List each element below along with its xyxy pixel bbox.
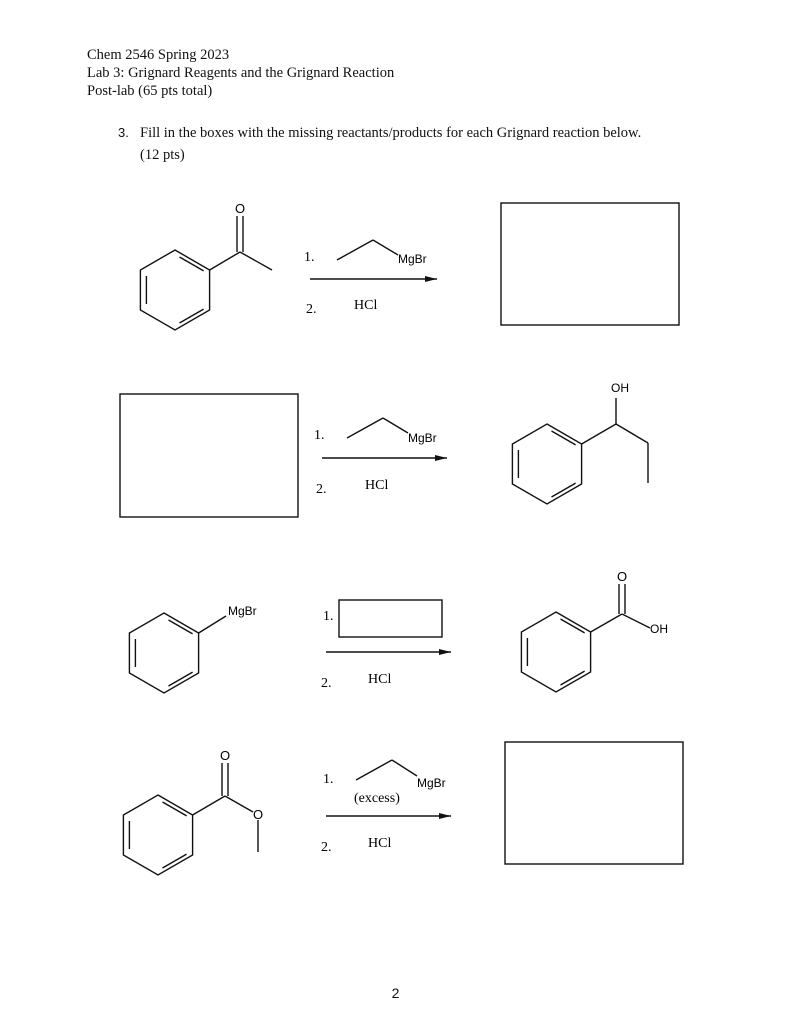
- grignard-reagent-label: MgBr: [408, 431, 437, 445]
- step-1-label: 1.: [304, 250, 315, 265]
- step-2-label: 2.: [306, 302, 317, 317]
- grignard-reagent-label: MgBr: [398, 252, 427, 266]
- acetophenone-structure: [140, 216, 272, 330]
- lab-title: Lab 3: Grignard Reagents and the Grignard Reaction: [87, 65, 395, 81]
- step-2-label: 2.: [321, 840, 332, 855]
- postlab-title: Post-lab (65 pts total): [87, 83, 213, 99]
- acid-workup-label: HCl: [368, 672, 392, 687]
- excess-note: (excess): [354, 791, 400, 806]
- acid-workup-label: HCl: [354, 298, 378, 313]
- ethyl-grignard-structure: [337, 240, 398, 260]
- reaction-1: [140, 201, 679, 330]
- product-answer-box[interactable]: [501, 203, 679, 325]
- phenylpropanol-structure: [512, 398, 648, 504]
- question-text: Fill in the boxes with the missing reactants/products for each Grignard reaction below.: [140, 125, 642, 141]
- phenylmagnesium-bromide-structure: [129, 613, 226, 693]
- grignard-group-label: MgBr: [228, 604, 257, 618]
- acid-workup-label: HCl: [368, 836, 392, 851]
- page-number: 2: [391, 985, 400, 1001]
- reagent-answer-box[interactable]: [339, 600, 442, 637]
- reactant-answer-box[interactable]: [120, 394, 298, 517]
- reaction-4: [123, 742, 683, 875]
- acid-workup-label: HCl: [365, 478, 389, 493]
- step-1-label: 1.: [314, 428, 325, 443]
- reaction-2: [120, 381, 648, 517]
- step-1-label: 1.: [323, 772, 334, 787]
- methyl-benzoate-structure: [123, 763, 258, 875]
- course-title: Chem 2546 Spring 2023: [87, 47, 230, 63]
- step-2-label: 2.: [316, 482, 327, 497]
- ester-oxygen-label: O: [252, 807, 264, 822]
- ethyl-grignard-structure: [356, 760, 417, 780]
- product-answer-box[interactable]: [505, 742, 683, 864]
- ethyl-grignard-structure: [347, 418, 408, 438]
- carbonyl-oxygen-label: O: [219, 748, 231, 763]
- benzoic-acid-structure: [521, 584, 650, 692]
- step-2-label: 2.: [321, 676, 332, 691]
- question-number: 3.: [118, 125, 129, 140]
- carbonyl-oxygen-label: O: [616, 569, 628, 584]
- carbonyl-oxygen-label: O: [234, 201, 246, 216]
- hydroxyl-label: OH: [650, 622, 668, 636]
- reaction-3: [129, 569, 668, 693]
- step-1-label: 1.: [323, 609, 334, 624]
- question-points: (12 pts): [140, 147, 185, 163]
- grignard-reagent-label: MgBr: [417, 776, 446, 790]
- hydroxyl-label: OH: [611, 381, 629, 395]
